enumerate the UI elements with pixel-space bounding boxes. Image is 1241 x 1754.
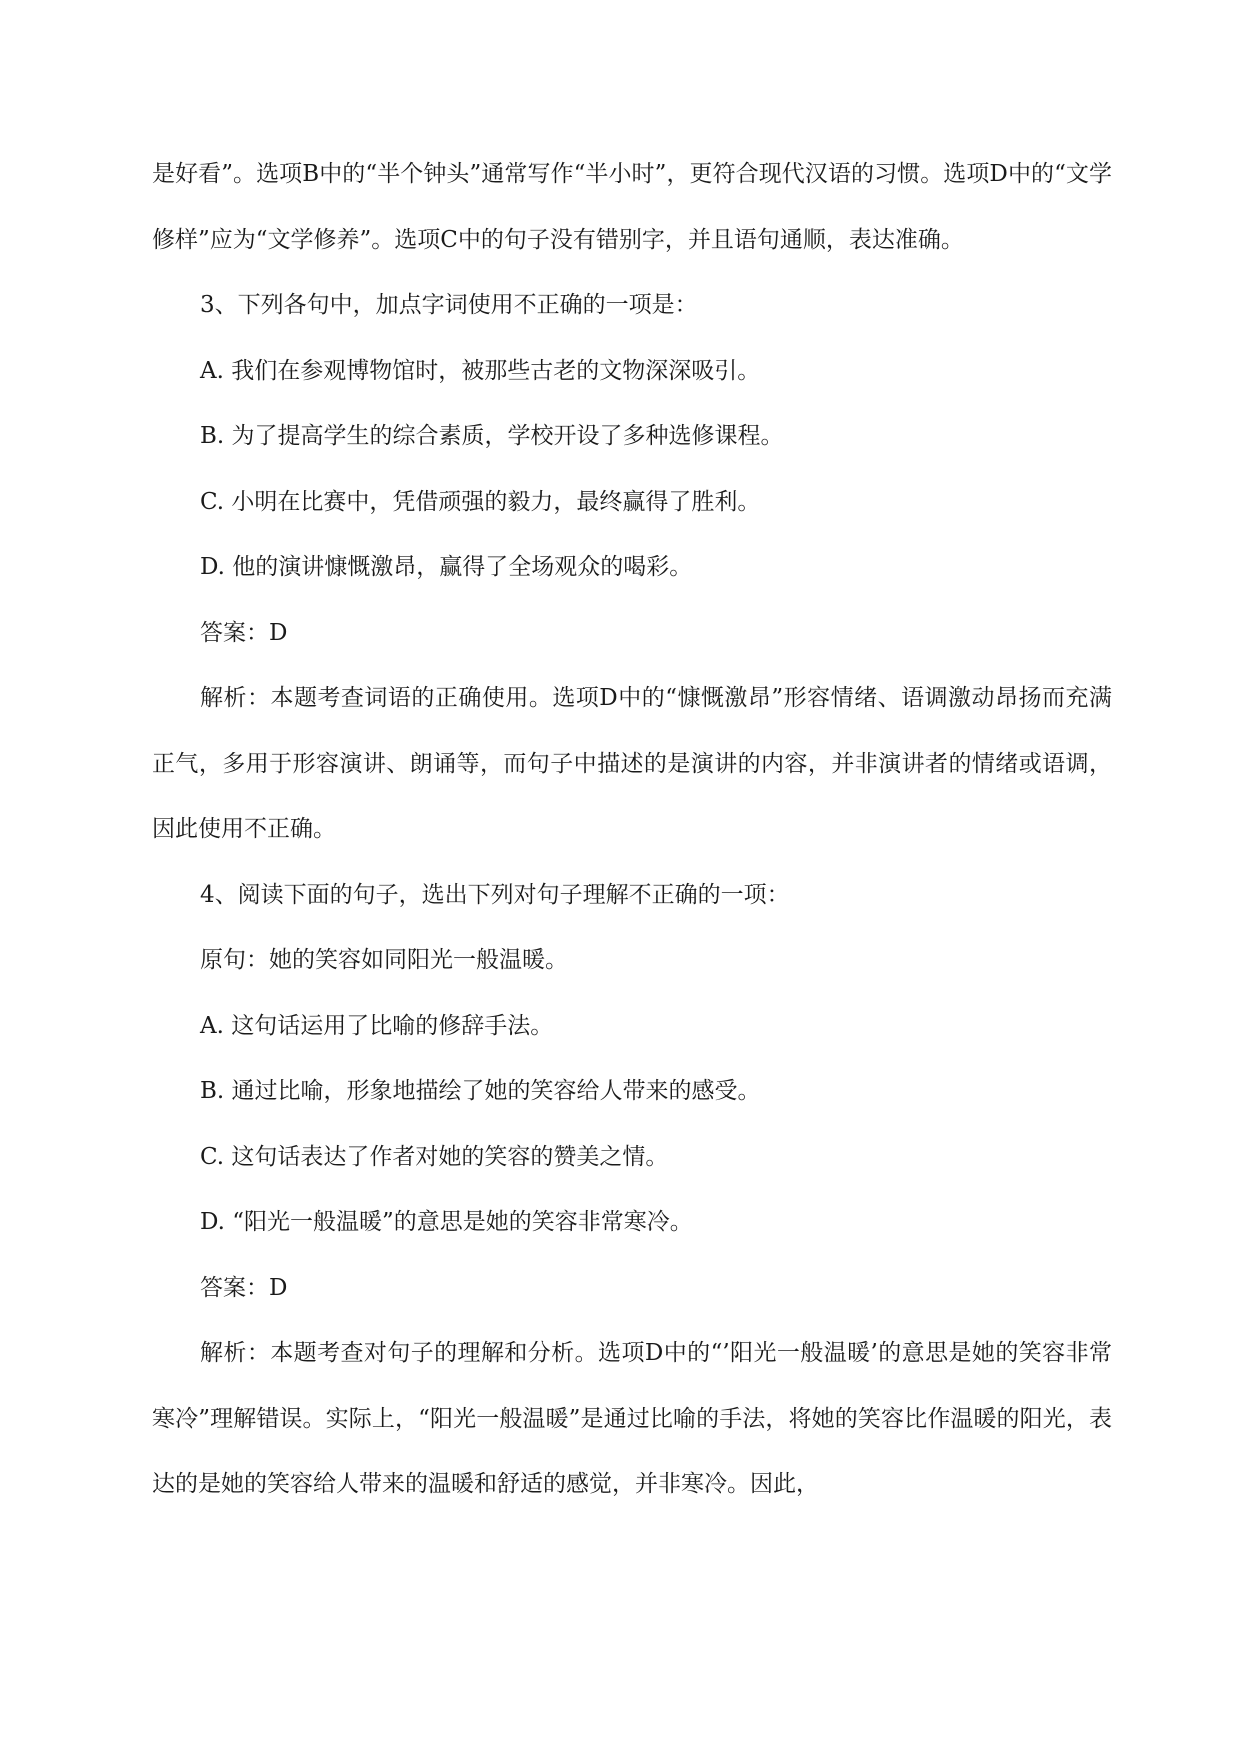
question-4-answer: 答案：D	[200, 1274, 288, 1301]
question-4-stem: 4、阅读下面的句子，选出下列对句子理解不正确的一项：	[200, 881, 790, 908]
question-4-original-sentence: 原句：她的笑容如同阳光一般温暖。	[200, 947, 568, 973]
question-3-analysis: 解析：本题考查词语的正确使用。选项D中的“慷慨激昂”形容情绪、语调激动昂扬而充满正气，多用于形容演讲、朗诵等，而句子中描述的是演讲的内容，并非演讲者的情绪或语调，因此使用不正确。	[152, 685, 1112, 842]
question-3-option-c: C. 小明在比赛中，凭借顽强的毅力，最终赢得了胜利。	[200, 488, 761, 515]
question-3-stem: 3、下列各句中，加点字词使用不正确的一项是：	[200, 292, 698, 318]
question-4-analysis: 解析：本题考查对句子的理解和分析。选项D中的“’阳光一般温暖’的意思是她的笑容非常寒冷”理解错误。实际上，“阳光一般温暖”是通过比喻的手法，将她的笑容比作温暖的阳光，表达的是她的笑容给人带来的温暖和舒适的感觉，并非寒冷。因此，	[152, 1340, 1112, 1497]
previous-analysis-continuation: 是好看”。选项B中的“半个钟头”通常写作“半小时”，更符合现代汉语的习惯。选项D中的“文学修样”应为“文学修养”。选项C中的句子没有错别字，并且语句通顺，表达准确。	[152, 161, 1112, 253]
question-3-option-a: A. 我们在参观博物馆时，被那些古老的文物深深吸引。	[200, 357, 761, 384]
page-body	[152, 142, 1112, 1518]
question-4-option-c: C. 这句话表达了作者对她的笑容的赞美之情。	[200, 1143, 669, 1170]
question-3-option-d: D. 他的演讲慷慨激昂，赢得了全场观众的喝彩。	[200, 554, 693, 580]
question-4-option-a: A. 这句话运用了比喻的修辞手法。	[200, 1012, 554, 1039]
question-3-answer: 答案：D	[200, 619, 288, 646]
question-3-option-b: B. 为了提高学生的综合素质，学校开设了多种选修课程。	[200, 423, 784, 449]
question-4-option-d: D. “阳光一般温暖”的意思是她的笑容非常寒冷。	[200, 1209, 693, 1235]
question-4-option-b: B. 通过比喻，形象地描绘了她的笑容给人带来的感受。	[200, 1078, 761, 1104]
